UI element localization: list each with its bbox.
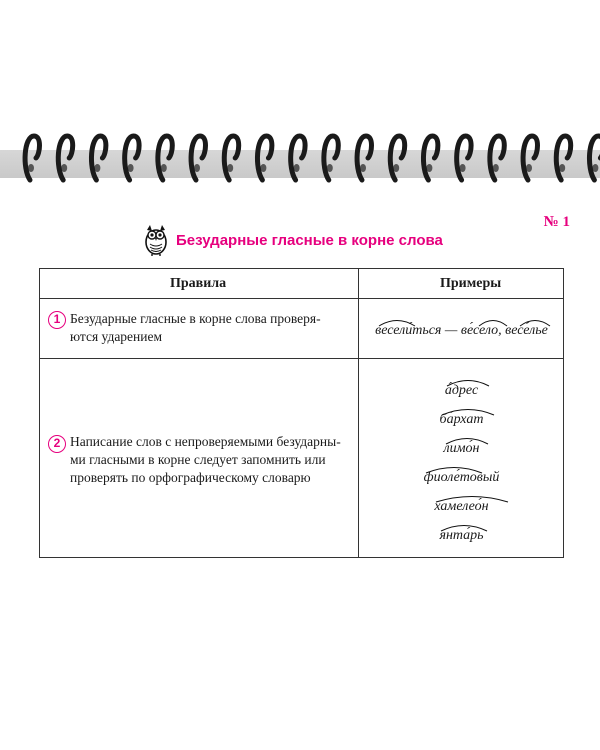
spiral-ring-icon — [390, 136, 404, 180]
list-item — [358, 464, 565, 486]
list-item — [358, 406, 565, 428]
example-word: лимо́н — [443, 441, 480, 456]
row-divider — [40, 358, 563, 359]
table-header — [40, 269, 563, 299]
spiral-binding — [0, 128, 600, 188]
rule-line: ми гласными в корне следует запомнить или — [70, 452, 326, 467]
rule-text — [70, 310, 321, 346]
header-examples: Примеры — [440, 276, 502, 291]
spiral-ring-icon — [523, 136, 537, 180]
spiral-ring-icon — [125, 136, 139, 180]
spiral-ring-icon — [490, 136, 504, 180]
rule-line: Безударные гласные в корне слова проверя- — [70, 311, 321, 326]
example-word: а́дрес — [444, 383, 479, 398]
spiral-ring-icon — [457, 136, 471, 180]
rule-line: проверять по орфографическому словарю — [70, 470, 311, 485]
spiral-ring-icon — [25, 136, 39, 180]
page-title: Безударные гласные в корне слова — [176, 232, 443, 249]
spiral-ring-icon — [158, 136, 172, 180]
root-arc-marks — [375, 317, 565, 327]
example-text — [358, 317, 565, 339]
list-item — [358, 493, 565, 515]
root-arc-mark — [439, 522, 489, 532]
owl-icon — [143, 222, 169, 256]
spiral-ring-icon — [58, 136, 72, 180]
root-arc-mark — [445, 377, 491, 387]
rule-line: Написание слов с непроверяемыми безударны- — [70, 434, 341, 449]
rule-number-badge: 2 — [48, 435, 66, 453]
root-arc-mark — [440, 406, 496, 416]
spiral-ring-icon — [589, 136, 600, 180]
example-value: весели́ться — ве́село, весе́лье — [375, 323, 548, 338]
list-item — [358, 522, 565, 544]
list-item — [358, 435, 565, 457]
spiral-ring-icon — [357, 136, 371, 180]
rule-text — [70, 433, 341, 487]
spiral-ring-icon — [224, 136, 238, 180]
spiral-ring-icon — [191, 136, 205, 180]
example-phrase — [375, 317, 548, 339]
spiral-ring-icon — [556, 136, 570, 180]
root-arc-mark — [434, 493, 510, 503]
example-word: янта́рь — [439, 528, 484, 543]
spiral-ring-icon — [291, 136, 305, 180]
exercise-number: № 1 — [543, 214, 570, 230]
rules-table — [39, 268, 564, 558]
example-word: фиоле́товый — [423, 470, 500, 485]
spiral-ring-icon — [257, 136, 271, 180]
rule-line: ются ударением — [70, 329, 163, 344]
root-arc-mark — [424, 464, 484, 474]
spiral-ring-icon — [324, 136, 338, 180]
example-word: хамелео́н — [434, 499, 489, 514]
rule-number-badge: 1 — [48, 311, 66, 329]
spiral-ring-icon — [423, 136, 437, 180]
header-rules: Правила — [170, 276, 227, 291]
spiral-ring-icon — [91, 136, 105, 180]
list-item — [358, 377, 565, 399]
root-arc-mark — [444, 435, 490, 445]
example-word: ба́рхат — [439, 412, 484, 427]
